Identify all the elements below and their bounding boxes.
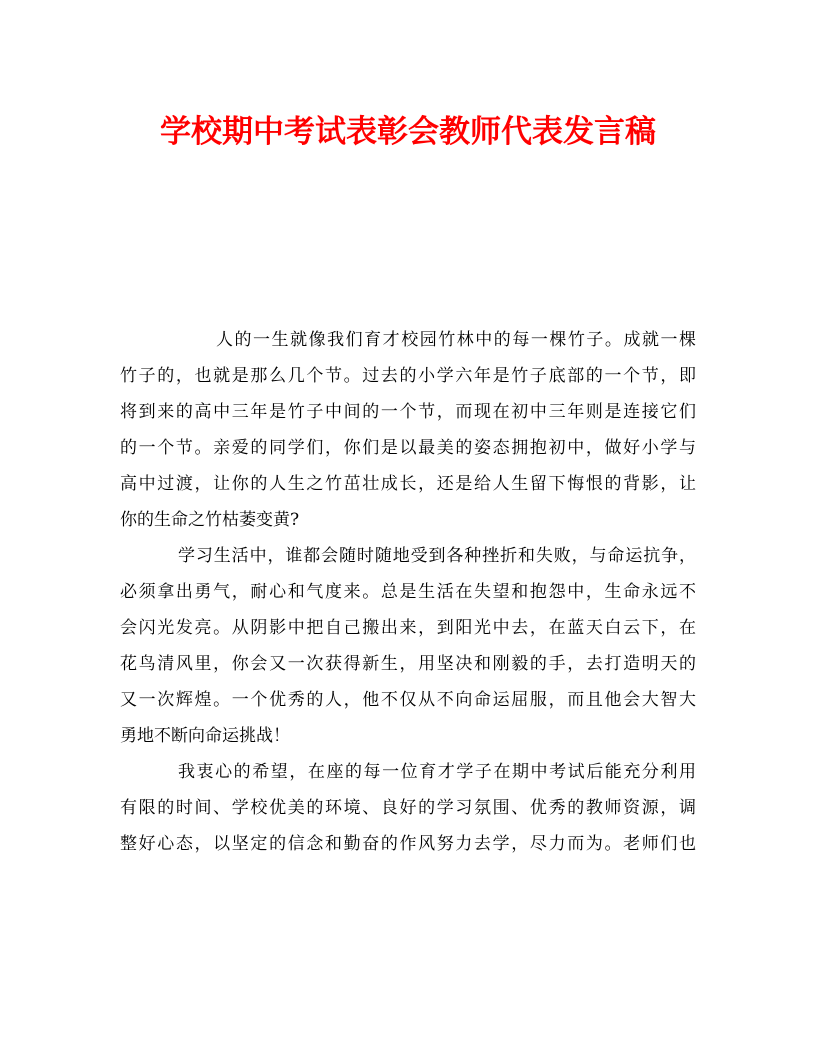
paragraph-line: 的一个节。亲爱的同学们，你们是以最美的姿态拥抱初中，做好小学与 [120,438,696,458]
paragraph-line: 整好心态，以坚定的信念和勤奋的作风努力去学，尽力而为。老师们也 [120,834,696,854]
paragraph-line: 有限的时间、学校优美的环境、良好的学习氛围、优秀的教师资源，调 [120,798,696,818]
paragraph-line: 将到来的高中三年是竹子中间的一个节，而现在初中三年则是连接它们 [120,402,696,422]
paragraph-line: 我衷心的希望，在座的每一位育才学子在期中考试后能充分利用 [178,762,696,782]
paragraph-line: 会闪光发亮。从阴影中把自己搬出来，到阳光中去，在蓝天白云下，在 [120,618,696,638]
paragraph-line: 花鸟清风里，你会又一次获得新生，用坚决和刚毅的手，去打造明天的 [120,654,696,674]
paragraph-line: 你的生命之竹枯萎变黄? [120,510,300,530]
paragraph-line: 必须拿出勇气，耐心和气度来。总是生活在失望和抱怨中，生命永远不 [120,582,696,602]
paragraph-line: 又一次辉煌。一个优秀的人，他不仅从不向命运屈服，而且他会大智大 [120,690,696,710]
document-title: 学校期中考试表彰会教师代表发言稿 [160,114,656,150]
paragraph-line: 竹子的，也就是那么几个节。过去的小学六年是竹子底部的一个节，即 [120,366,696,386]
paragraph-line: 人的一生就像我们育才校园竹林中的每一棵竹子。成就一棵 [216,330,696,350]
document-body [120,322,696,862]
paragraph-line: 高中过渡，让你的人生之竹茁壮成长，还是给人生留下悔恨的背影，让 [120,474,696,494]
paragraph-line: 学习生活中，谁都会随时随地受到各种挫折和失败，与命运抗争， [178,546,696,566]
paragraph-line: 勇地不断向命运挑战！ [120,726,290,746]
